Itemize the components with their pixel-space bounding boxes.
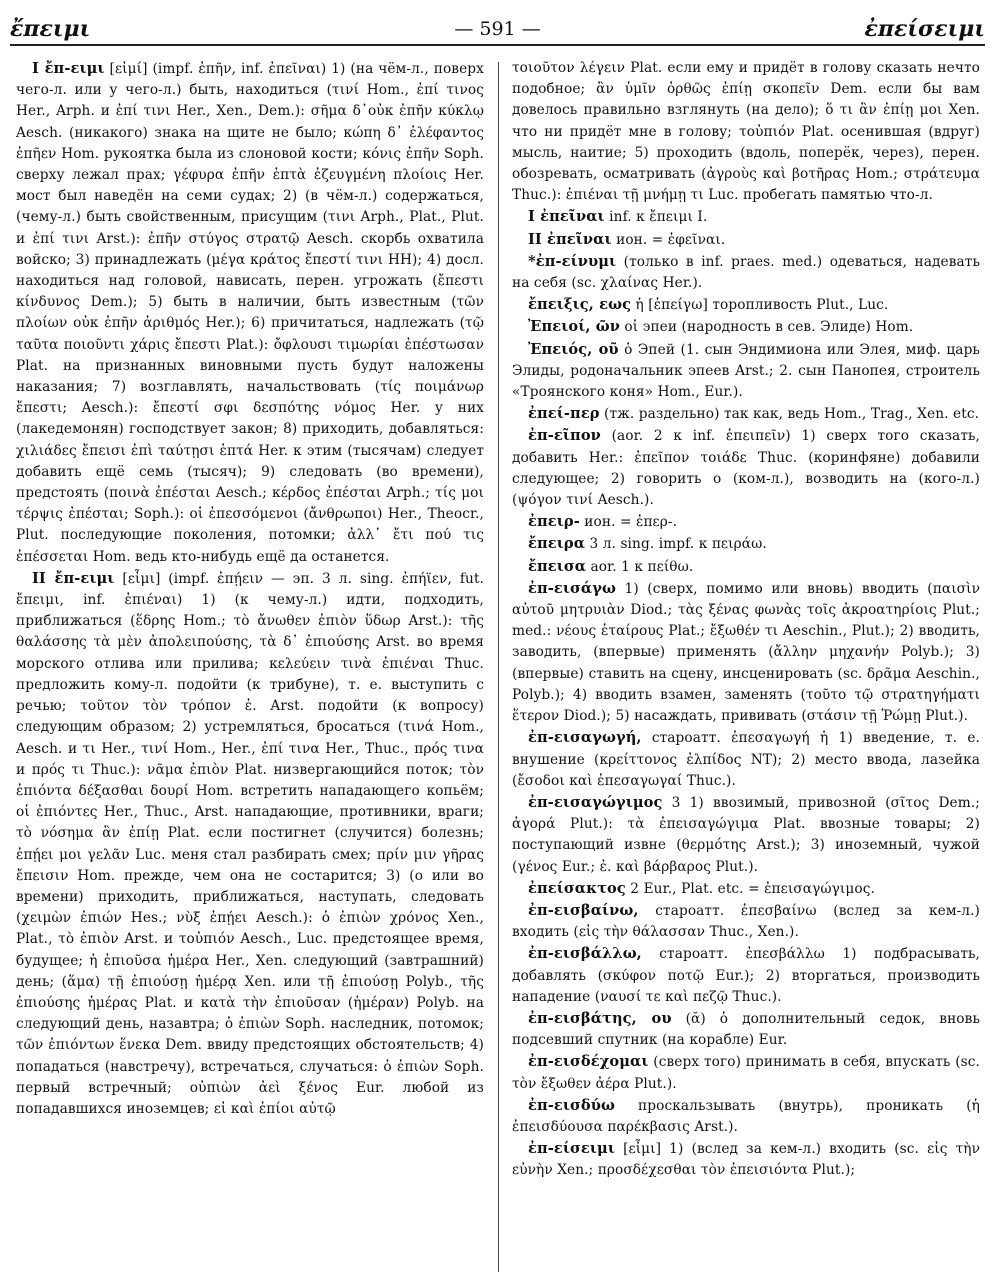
entry-text: ὁ Эпей (1. сын Эндимиона или Элея, миф. царь Элиды, родоначальник эпеев Arst.; 2. сын Панопея, строитель «Троянского коня» Hom., Eur.). (512, 341, 980, 401)
entry-headword: II ἐπεῖναι (528, 230, 612, 248)
entry-text: староатт. ἐπεσβάλλω 1) подбрасывать, добавлять (σκύφον ποτῷ Eur.); 2) вторгаться, производить нападение (ναυσί τε καὶ πεζῷ Thuc.). (512, 946, 980, 1005)
dictionary-entry (512, 792, 980, 878)
entry-headword: ἐπ-είσειμι (528, 1140, 615, 1158)
entry-headword: ἐπείσακτος (528, 879, 626, 897)
page-header (10, 8, 985, 46)
entry-text: 3 л. sing. impf. к πειράω. (585, 536, 767, 553)
dictionary-entry (512, 900, 980, 943)
dictionary-entry (512, 339, 980, 404)
dictionary-entry (512, 403, 980, 425)
entry-text: 2 Eur., Plat. etc. = ἐπεισαγώγιμος. (625, 880, 875, 897)
entry-text: inf. к ἔπειμι I. (604, 209, 708, 226)
entry-text: (сверх того) принимать в себя, впускать (sc. τὸν ἔξωθεν ἀέρα Plut.). (512, 1054, 980, 1092)
entry-headword: ἔπειρα (528, 535, 586, 553)
entry-text: [εἶμι] (impf. ἐπῄειν — эп. 3 л. sing. ἐπήϊεν, fut. ἔπειμι, inf. ἐπιέναι) 1) (к чему-л.) идти, подходить, приближаться (ἕδρης Hom.; τὸ ἄνωθεν ἐπιὸν ὕδωρ Arst.): τῆς θαλάσσης τὰ μὲν ἀπολειπούσης, τὰ δ᾽ ἐπιούσης Arst. во время морского отлива или прилива; κελεύειν τινὰ ἐπιέναι Thuc. предложить кому-л. подойти (к трибуне), т. е. выступить с речью; τοῦτον τὸν τρόπον ἐ. Arst. подойти (к вопросу) следующим образом; 2) устремляться, бросаться (τινά Hom., Aesch. и τι Her., τινί Hom., Her., ἐπί τινα Her., Thuc., πρός τινα и πρός τι Thuc.): νᾶμα ἐπιὸν Plat. низвергающийся поток; τὸν ἐπιόντα δέξασθαι δουρί Hom. встретить нападающего копьём; οἱ ἐπιόντες Her., Thuc., Arst. нападающие, противники, враги; τὸ νόσημα ἂν ἐπίῃ Plat. если постигнет (случится) болезнь; ἐπῄει μοι γελᾶν Luc. меня стал разбирать смех; πρίν μιν γῆρας ἔπεισιν Hom. прежде, чем она не состарится; 3) (о или во времени) приходить, приближаться, наступать, следовать (χειμὼν ἐπιών Hes.; νὺξ ἐπῄει Aesch.): ὁ ἐπιὼν χρόνος Xen., Plat., τὸ ἐπιὸν Arst. и τοὐπιόν Aesch., Luc. предстоящее время, будущее; ἡ ἐπιοῦσα ἡμέρα Her., Xen. следующий (завтрашний) день; (ἅμα) τῇ ἐπιούσῃ ἡμέρᾳ Xen. или τῇ ἐπιούσῃ Polyb., τῆς ἐπιούσης ἡμέρας Plat. и κατὰ τὴν ἐπιοῦσαν (ἡμέραν) Polyb. на следующий день, назавтра; ὁ ἐπιὼν Soph. наследник, потомок; τῶν ἐπιόντων ἕνεκα Dem. ввиду предстоящих обстоятельств; 4) попадаться (навстречу), встречаться, случаться: ὁ ἐπιὼν Soph. первый встречный; οὐπιὼν ἀεὶ ξένος Eur. любой из попадавшихся иноземцев; εἰ καὶ ἐπίοι αὐτῷ (16, 570, 484, 1117)
entry-headword: ἔπεισα (528, 557, 587, 575)
entry-headword: ἐπ-εισβάλλω, (528, 945, 642, 963)
dictionary-entry (512, 878, 980, 900)
entry-headword: ἐπ-εισάγω (528, 579, 616, 597)
entry-headword: ἐπ-εισβάτης, ου (528, 1009, 672, 1027)
dictionary-entry (512, 229, 980, 251)
entry-headword: Ἐπειοί, ῶν (528, 318, 620, 336)
running-head-left: ἔπειμι (10, 16, 91, 42)
entry-text: староатт. ἐπεσβαίνω (вслед за кем-л.) входить (εἰς τὴν θάλασσαν Thuc., Xen.). (512, 902, 980, 941)
dictionary-entry (512, 1008, 980, 1051)
entry-text: (тж. раздельно) так как, ведь Hom., Trag., Xen. etc. (599, 406, 980, 423)
entry-text: οἱ эпеи (народность в сев. Элиде) Hom. (619, 319, 914, 336)
dictionary-entry (16, 58, 484, 568)
dictionary-entry (512, 1095, 980, 1138)
dictionary-entry (512, 1051, 980, 1094)
entry-text: aor. 1 к πείθω. (586, 558, 694, 575)
dictionary-entry (512, 727, 980, 792)
dictionary-entry (512, 206, 980, 228)
entry-text: староатт. ἐπεσαγωγή ἡ 1) введение, т. е. внушение (κρείττονος ἐλπίδος NT); 2) место ввода, лазейка (ἔσοδοι καὶ ἐπεσαγωγαί Thuc.). (512, 730, 980, 789)
dictionary-body (16, 58, 980, 1278)
entry-headword: ἐπ-εισδέχομαι (528, 1053, 649, 1071)
page-number: — 591 — (454, 18, 541, 40)
dictionary-entry (16, 568, 484, 1120)
entry-text: ἡ [ἐπείγω] торопливость Plut., Luc. (631, 297, 889, 314)
entry-text: [εἶμι] 1) (вслед за кем-л.) входить (sc. εἰς τὴν εὐνὴν Xen.; προσδέχεσθαι τὸν ἐπεισιόντα Plut.); (512, 1141, 980, 1179)
entry-text: (aor. 2 к inf. ἐπειπεῖν) 1) сверх того сказать, добавить Her.: ἐπεῖπον τοιάδε Thuc. (коринфяне) добавили следующее; 2) говорить о (ком-л.), возводить на (кого-л.) (ψόγον τινί Aesch.). (512, 428, 980, 509)
entry-headword: ἐπ-εισαγωγή, (528, 729, 642, 747)
dictionary-entry (512, 294, 980, 316)
entry-text: ион. = ἐφεῖναι. (611, 231, 726, 248)
entry-headword: ἐπ-εισαγώγιμος (528, 793, 663, 811)
dictionary-entry (512, 533, 980, 555)
dictionary-entry (512, 578, 980, 727)
dictionary-entry (512, 425, 980, 511)
dictionary-entry (512, 556, 980, 578)
entry-text: проскальзывать (внутрь), проникать (ἡ ἐπεισδύουσα παρέκβασις Arst.). (512, 1097, 980, 1135)
entry-text: 1) (сверх, помимо или вновь) вводить (παισὶν αὐτοῦ μητρυιὰν Diod.; τὰς ξένας φωνὰς τοῖς ἀκροατηρίοις Plut.; med.: νέους ἑταίρους Plat.; ἔξωθέν τι Aeschin., Plut.); 2) вводить, заводить, (впервые) применять (ἄλλην μηχανήν Polyb.); 3) (впервые) ставить на сцену, инсценировать (sc. δρᾶμα Aeschin., Polyb.); 4) вводить взамен, заменять (τοῦτο τῷ στρατηγήματι ἕτερον Diod.); 5) насаждать, прививать (στάσιν τῇ Ῥώμῃ Plut.). (512, 580, 980, 725)
left-column (16, 58, 484, 1278)
entry-headword: ἔπειξις, εως (528, 296, 632, 314)
dictionary-entry-continued (512, 58, 980, 206)
entry-text: [εἰμί] (impf. ἐπῆν, inf. ἐπεῖναι) 1) (на чём-л., поверх чего-л. или у чего-л.) быть, находиться (τινί Hom., ἐπί τινος Her., Arph. и ἐπί τινι Her., Xen., Dem.): σῆμα δ᾽οὐκ ἐπῆν κύκλῳ Aesch. (никакого) знака на щите не было; κώπη δ᾽ ἐλέφαντος ἐπῆεν Hom. рукоятка была из слоновой кости; κόνις ἐπῆν Soph. сверху лежал прах; γέφυρα ἐπῆν ἑπτὰ ἐζευγμένη πλοίοις Her. мост был наведён на семи судах; 2) (в чём-л.) содержаться, (чему-л.) быть свойственным, присущим (τινι Arph., Plat., Plut. и ἐπί τινι Arst.): ἐπῆν στύγος στρατῷ Aesch. скорбь охватила войско; 3) принадлежать (μέγα κράτος ἔπεστί τινι HH); 4) досл. находиться над головой, нависать, перен. угрожать (ἔπεστι κίνδυνος Dem.); 5) быть в наличии, быть известным (τῶν πλοίων οὐκ ἐπῆν ἀριθμός Her.); 6) причитаться, надлежать (τῷ ταῦτα ποιοῦντι χάρις ἔπεστι Plat.): ὄφλουσι τιμωρίαι ἐπέστωσαν Plat. на признанных виновными пусть будут наложены наказания; 7) возглавлять, начальствовать (τίς ποιμάνωρ ἔπεστι; Aesch.): ἔπεστί σφι δεσπότης νόμος Her. у них (лакедемонян) господствует закон; 8) приходить, добавляться: χιλιάδες ἔπεισι ἐπὶ ταύτῃσι ἑπτά Her. к этим (тысячам) следует добавить ещё семь (тысяч); 9) следовать (во времени), предстоять (ποινὰ ἐπέσται Aesch.; κέρδος ἐπέσται Arph.; τίς μοι τέρψις ἐπέσται; Soph.): οἱ ἐπεσσόμενοι (ἄνθρωποι) Her., Theocr., Plut. последующие поколения, потомки; ἀλλ᾽ ἔτι πού τις ἐπέσσεται Hom. ведь кто-нибудь ещё да останется. (16, 61, 484, 565)
entry-text: (только в inf. praes. med.) одеваться, надевать на себя (sc. χλαίνας Her.). (512, 253, 980, 292)
entry-headword: *ἐπ-είνυμι (528, 252, 617, 270)
entry-headword: II ἔπ-ειμι (32, 569, 115, 587)
dictionary-entry (512, 316, 980, 338)
entry-headword: ἐπ-εισβαίνω, (528, 901, 639, 919)
entry-headword: ἐπ-εισδύω (528, 1096, 615, 1114)
dictionary-entry (512, 251, 980, 294)
entry-text: 3 1) ввозимый, привозной (σῖτος Dem.; ἀγορά Plut.): τὰ ἐπεισαγώγιμα Plat. ввозные товары; 2) поступающий извне (θερμότης Arst.); 3) иноземный, чужой (γένος Eur.; ἐ. καὶ βάρβαρος Plut.). (512, 794, 980, 875)
entry-headword: Ἐπειός, οῦ (528, 340, 619, 358)
entry-text: (ᾰ) ὁ дополнительный седок, вновь подсевший спутник (на корабле) Eur. (512, 1010, 980, 1049)
column-divider (498, 62, 499, 1272)
running-head-right: ἐπείσειμι (864, 16, 985, 42)
entry-headword: ἐπειρ- (528, 513, 580, 531)
entry-headword: ἐπ-εῖπον (528, 427, 601, 445)
entry-headword: I ἔπ-ειμι (32, 60, 105, 77)
entry-text: τοιοῦτον λέγειν Plat. если ему и придёт в голову сказать нечто подобное; ἂν ὑμῖν ὀρθῶς ἐπίῃ σκοπεῖν Dem. если бы вам довелось правильно взглянуть (на дело); ὅ τι ἂν ἐπίῃ μοι Xen. что ни придёт мне в голову; τοὐπιόν Plat. осенившая (вдруг) мысль, наитие; 5) проходить (вдоль, поперёк, через), перен. обозревать, осматривать (ἀγροὺς καὶ βοτῆρας Hom.; στράτευμα Thuc.): ἐπιέναι τῇ μνήμῃ τι Luc. пробегать памятью что-л. (512, 60, 980, 204)
dictionary-entry (512, 511, 980, 533)
entry-headword: ἐπεί-περ (528, 405, 600, 423)
dictionary-entry (512, 1138, 980, 1181)
right-column (512, 58, 980, 1278)
dictionary-entry (512, 943, 980, 1008)
entry-text: ион. = ἐπερ-. (579, 514, 678, 531)
entry-headword: I ἐπεῖναι (528, 208, 605, 226)
